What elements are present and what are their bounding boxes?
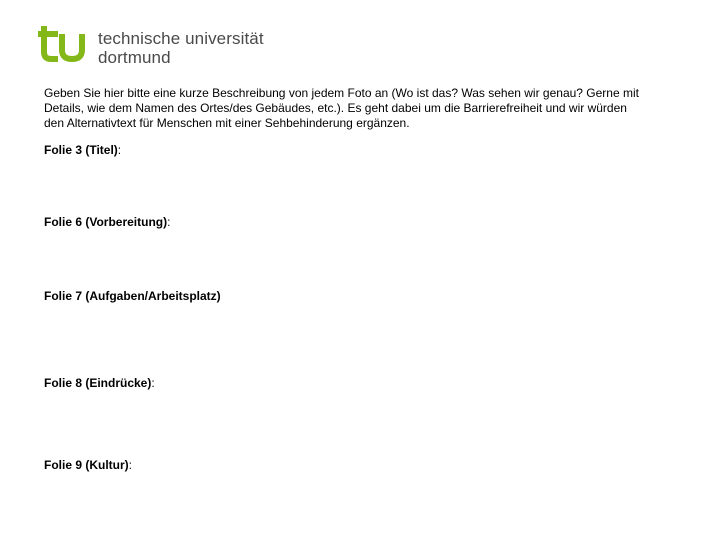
instruction-text: Geben Sie hier bitte eine kurze Beschreibung von jedem Foto an (Wo ist das? Was sehen wir genau? Gerne mit Details, wie dem Namen des Ortes/des Gebäudes, etc.). Es geht dabei um die Barrierefreiheit und wir würden den Alternativtext für Menschen mit einer Sehbehinderung ergänzen. xyxy=(44,86,639,130)
slide-3-label xyxy=(44,143,121,158)
slide-8-title: Folie 8 (Eindrücke) xyxy=(44,376,152,390)
tu-logo-mark-icon xyxy=(36,26,88,66)
slide-7-title: Folie 7 (Aufgaben/Arbeitsplatz) xyxy=(44,289,221,303)
slide-6-label xyxy=(44,215,170,230)
tu-dortmund-logo xyxy=(36,26,296,68)
university-name-line1: technische universität xyxy=(98,29,264,48)
slide-6-suffix: : xyxy=(167,215,171,229)
slide-3-suffix: : xyxy=(117,143,122,157)
slide-8-suffix: : xyxy=(151,376,155,390)
slide-8-label xyxy=(44,376,155,391)
slide-9-title: Folie 9 (Kultur) xyxy=(44,458,129,472)
slide-9-label xyxy=(44,458,132,473)
slide-6-title: Folie 6 (Vorbereitung) xyxy=(44,215,168,229)
university-name xyxy=(98,29,264,67)
slide-7-label xyxy=(44,289,221,304)
slide-9-suffix: : xyxy=(128,458,133,472)
slide-3-title: Folie 3 (Titel) xyxy=(44,143,118,157)
university-name-line2: dortmund xyxy=(98,48,171,67)
